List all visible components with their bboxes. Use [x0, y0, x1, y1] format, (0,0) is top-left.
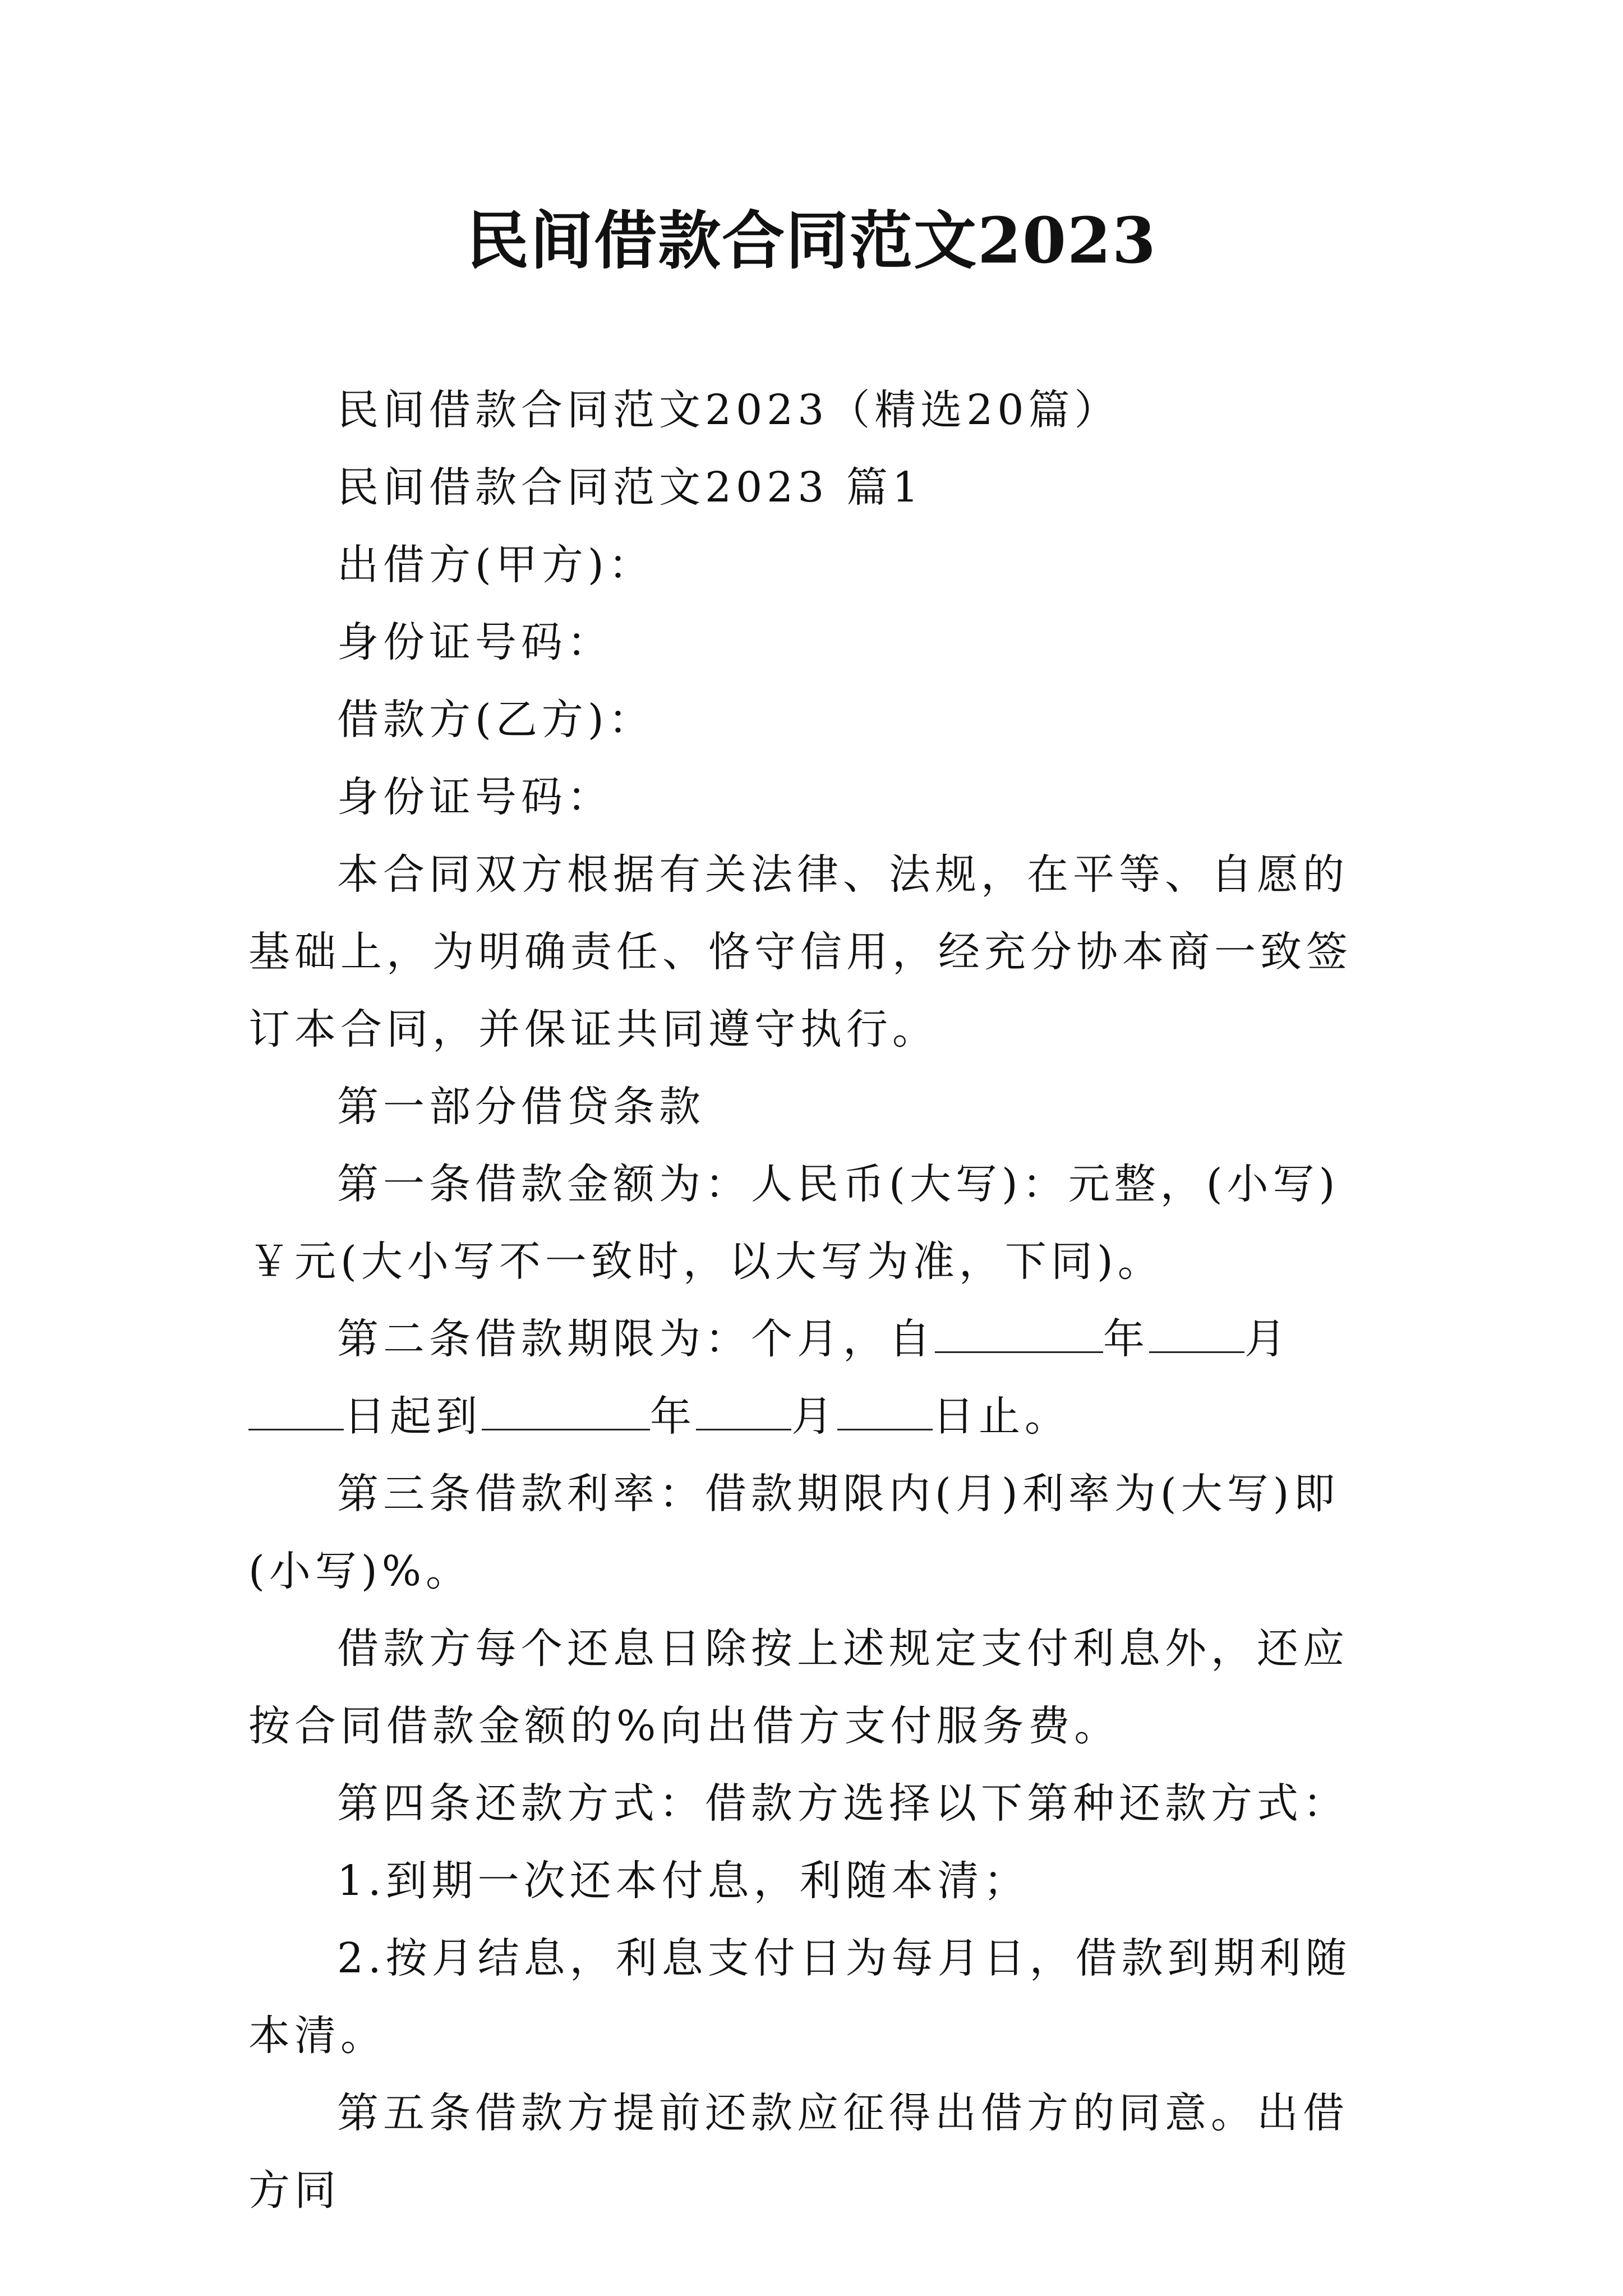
paragraph-service-fee: 借款方每个还息日除按上述规定支付利息外，还应按合同借款金额的%向出借方支付服务费。 — [248, 1625, 1349, 1750]
blank-line-day-2 — [837, 1395, 933, 1430]
paragraph-article2 — [248, 1300, 1379, 1455]
paragraph-article5: 第五条借款方提前还款应征得出借方的同意。出借方同 — [248, 2089, 1349, 2215]
paragraph-lender-id: 身份证号码： — [337, 618, 613, 666]
blank-line-year — [935, 1318, 1103, 1353]
paragraph-article4: 第四条还款方式：借款方选择以下第种还款方式： — [337, 1779, 1349, 1828]
paragraph-heading-1: 民间借款合同范文2023 篇1 — [337, 463, 923, 512]
article2-text-end: 日止。 — [933, 1392, 1071, 1441]
blank-line-year-2 — [482, 1395, 650, 1430]
article2-year-unit-2: 年 — [650, 1392, 696, 1441]
paragraph-repay-option-2: 2.按月结息，利息支付日为每月日，借款到期利随本清。 — [248, 1934, 1352, 2060]
paragraph-repay-option-1: 1.到期一次还本付息，利随本清； — [337, 1857, 1030, 1905]
document-title: 民间借款合同范文2023 — [466, 204, 1157, 278]
blank-line-day — [248, 1395, 344, 1430]
blank-line-month-2 — [696, 1395, 791, 1430]
paragraph-article3: 第三条借款利率：借款期限内(月)利率为(大写)即(小写)%。 — [248, 1470, 1340, 1595]
blank-line-month — [1149, 1318, 1244, 1353]
paragraph-borrower-id: 身份证号码： — [337, 773, 613, 821]
article2-month-unit-2: 月 — [791, 1392, 837, 1441]
paragraph-intro: 本合同双方根据有关法律、法规，在平等、自愿的基础上，为明确责任、恪守信用，经充分协本商一致签订本合同，并保证共同遵守执行。 — [248, 850, 1352, 1053]
article2-month-unit: 月 — [1244, 1315, 1290, 1363]
article2-text-middle: 日起到 — [344, 1392, 482, 1441]
paragraph-article1: 第一条借款金额为：人民币(大写)：元整，(小写)￥元(大小写不一致时，以大写为准，下同)。 — [248, 1160, 1340, 1286]
paragraph-part1: 第一部分借贷条款 — [337, 1083, 705, 1131]
article2-year-unit: 年 — [1103, 1315, 1149, 1363]
paragraph-borrower: 借款方(乙方)： — [337, 696, 654, 744]
paragraph-lender: 出借方(甲方)： — [337, 541, 654, 589]
article2-text-start: 第二条借款期限为：个月，自 — [337, 1315, 935, 1363]
paragraph-subtitle: 民间借款合同范文2023（精选20篇） — [337, 386, 1121, 434]
document-body — [248, 371, 1379, 2229]
